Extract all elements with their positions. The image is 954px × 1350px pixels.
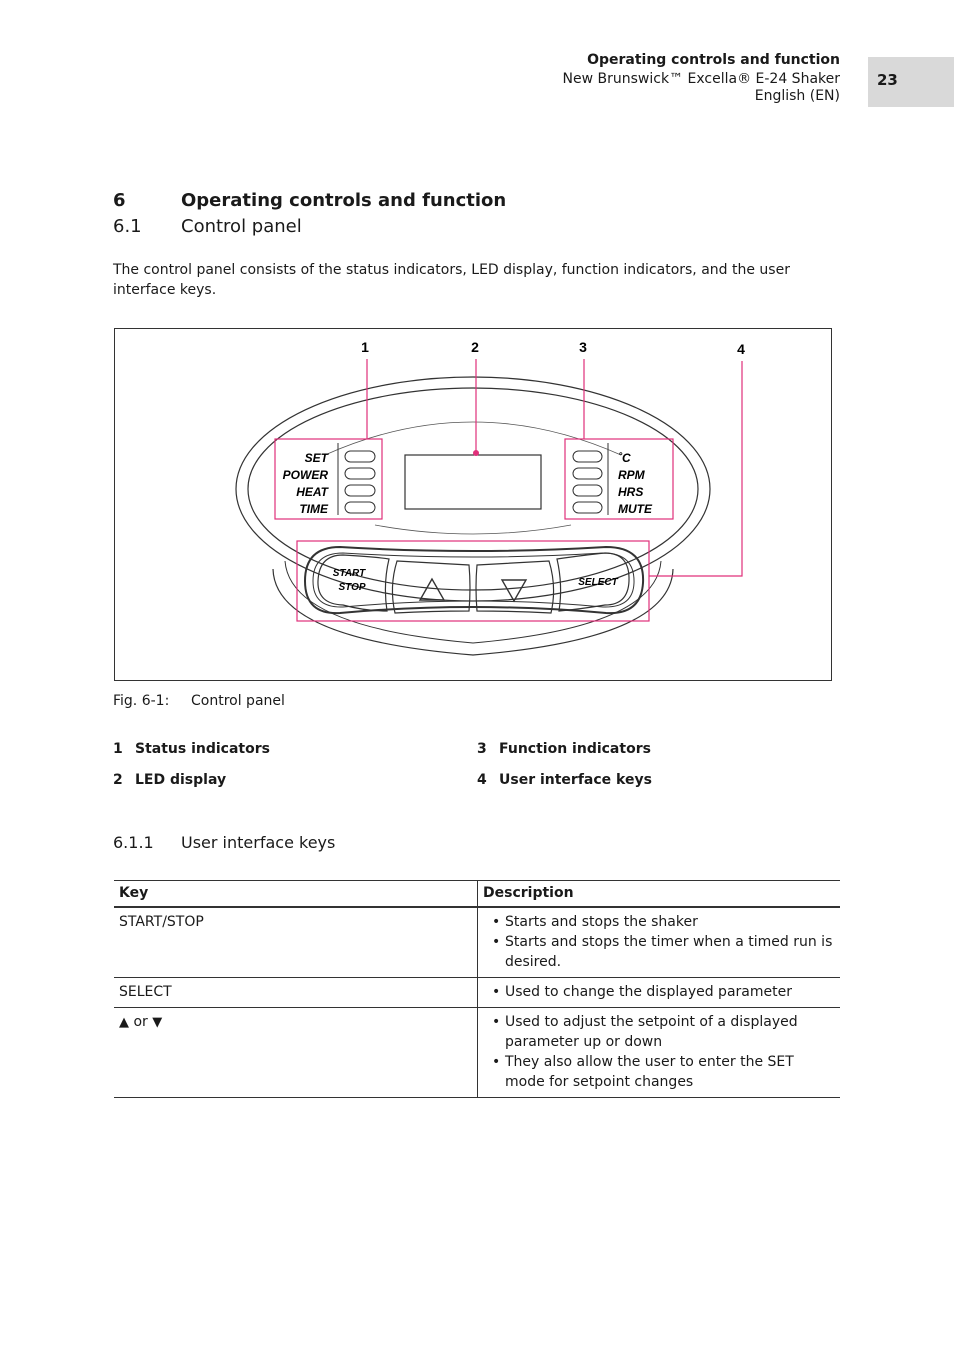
subsubsection-title: User interface keys <box>181 833 336 852</box>
page-number: 23 <box>877 71 898 89</box>
stop-key-label: STOP <box>338 582 366 593</box>
status-led-heat <box>345 485 375 496</box>
legend-item <box>113 741 270 757</box>
down-arrow-icon <box>502 580 526 601</box>
status-label-set: SET <box>304 451 328 465</box>
callout-dot-2 <box>473 450 479 456</box>
start-key-label: START <box>332 568 366 579</box>
key-or-text: or <box>133 1014 148 1030</box>
description-item: • Used to change the displayed parameter <box>505 982 835 1002</box>
legend-item <box>113 772 226 788</box>
status-label-heat: HEAT <box>296 485 328 499</box>
subsubsection-heading <box>113 833 335 852</box>
legend-number: 4 <box>477 772 487 788</box>
start-stop-key <box>318 555 389 611</box>
table-row <box>114 978 840 1008</box>
legend-item <box>477 772 652 788</box>
description-list <box>483 1012 835 1092</box>
callout-4: 4 <box>737 341 745 357</box>
section-heading <box>113 190 506 211</box>
housing-display-arc <box>375 525 571 534</box>
legend-number: 1 <box>113 741 123 757</box>
key-cell: SELECT <box>114 978 478 1008</box>
legend-text: User interface keys <box>499 772 652 788</box>
function-label-rpm: RPM <box>618 468 645 482</box>
function-led-rpm <box>573 468 602 479</box>
callout-1: 1 <box>361 339 369 355</box>
description-item: • Used to adjust the setpoint of a displayed parameter up or down <box>505 1012 835 1052</box>
subsubsection-number: 6.1.1 <box>113 833 154 852</box>
key-cell <box>114 1008 478 1098</box>
description-list <box>483 982 835 1002</box>
subsection-title: Control panel <box>181 216 302 237</box>
function-label-celsius: ˚C <box>618 451 631 465</box>
down-triangle-icon: ▼ <box>152 1015 163 1030</box>
description-item: • Starts and stops the shaker <box>505 912 835 932</box>
running-header-product: New Brunswick™ Excella® E-24 Shaker <box>562 71 840 87</box>
table-row <box>114 907 840 978</box>
status-label-power: POWER <box>282 468 328 482</box>
led-display-window <box>405 455 541 509</box>
select-key-label: SELECT <box>578 577 618 588</box>
table-row <box>114 1008 840 1098</box>
up-key <box>392 561 470 613</box>
status-led-power <box>345 468 375 479</box>
callout-2: 2 <box>471 339 479 355</box>
legend-text: Function indicators <box>499 741 651 757</box>
status-label-time: TIME <box>299 502 328 516</box>
figure-control-panel <box>114 328 832 681</box>
section-title: Operating controls and function <box>181 190 507 211</box>
status-led-time <box>345 502 375 513</box>
key-cell: START/STOP <box>114 907 478 978</box>
legend-number: 2 <box>113 772 123 788</box>
subsection-number: 6.1 <box>113 216 142 237</box>
intro-paragraph: The control panel consists of the status indicators, LED display, function indicators, and the user interface keys. <box>113 262 790 298</box>
function-led-hrs <box>573 485 602 496</box>
control-panel-drawing <box>115 329 831 680</box>
legend-text: LED display <box>135 772 227 788</box>
down-key <box>476 561 554 613</box>
page-number-box <box>868 57 954 107</box>
figure-caption <box>113 693 285 709</box>
description-list <box>483 912 835 972</box>
description-cell <box>478 1008 841 1098</box>
figure-caption-text: Control panel <box>191 693 285 709</box>
callout-3: 3 <box>579 339 587 355</box>
function-led-celsius <box>573 451 602 462</box>
select-key <box>557 553 629 611</box>
function-label-hrs: HRS <box>618 485 644 499</box>
running-header-title: Operating controls and function <box>587 52 840 68</box>
subsection-heading <box>113 216 302 237</box>
running-header-language: English (EN) <box>754 88 840 104</box>
section-number: 6 <box>113 190 126 211</box>
description-cell <box>478 907 841 978</box>
user-interface-keys-table <box>114 880 840 1098</box>
up-triangle-icon: ▲ <box>119 1015 129 1030</box>
legend-text: Status indicators <box>135 741 270 757</box>
column-header-key: Key <box>114 881 478 908</box>
status-led-set <box>345 451 375 462</box>
legend-number: 3 <box>477 741 487 757</box>
description-item: • They also allow the user to enter the SET mode for setpoint changes <box>505 1052 835 1092</box>
function-led-mute <box>573 502 602 513</box>
column-header-description: Description <box>478 881 841 908</box>
table-header-row <box>114 881 840 908</box>
figure-caption-label: Fig. 6-1: <box>113 693 170 709</box>
legend-item <box>477 741 651 757</box>
description-item: • Starts and stops the timer when a timed run is desired. <box>505 932 835 972</box>
function-label-mute: MUTE <box>618 502 652 516</box>
description-cell <box>478 978 841 1008</box>
